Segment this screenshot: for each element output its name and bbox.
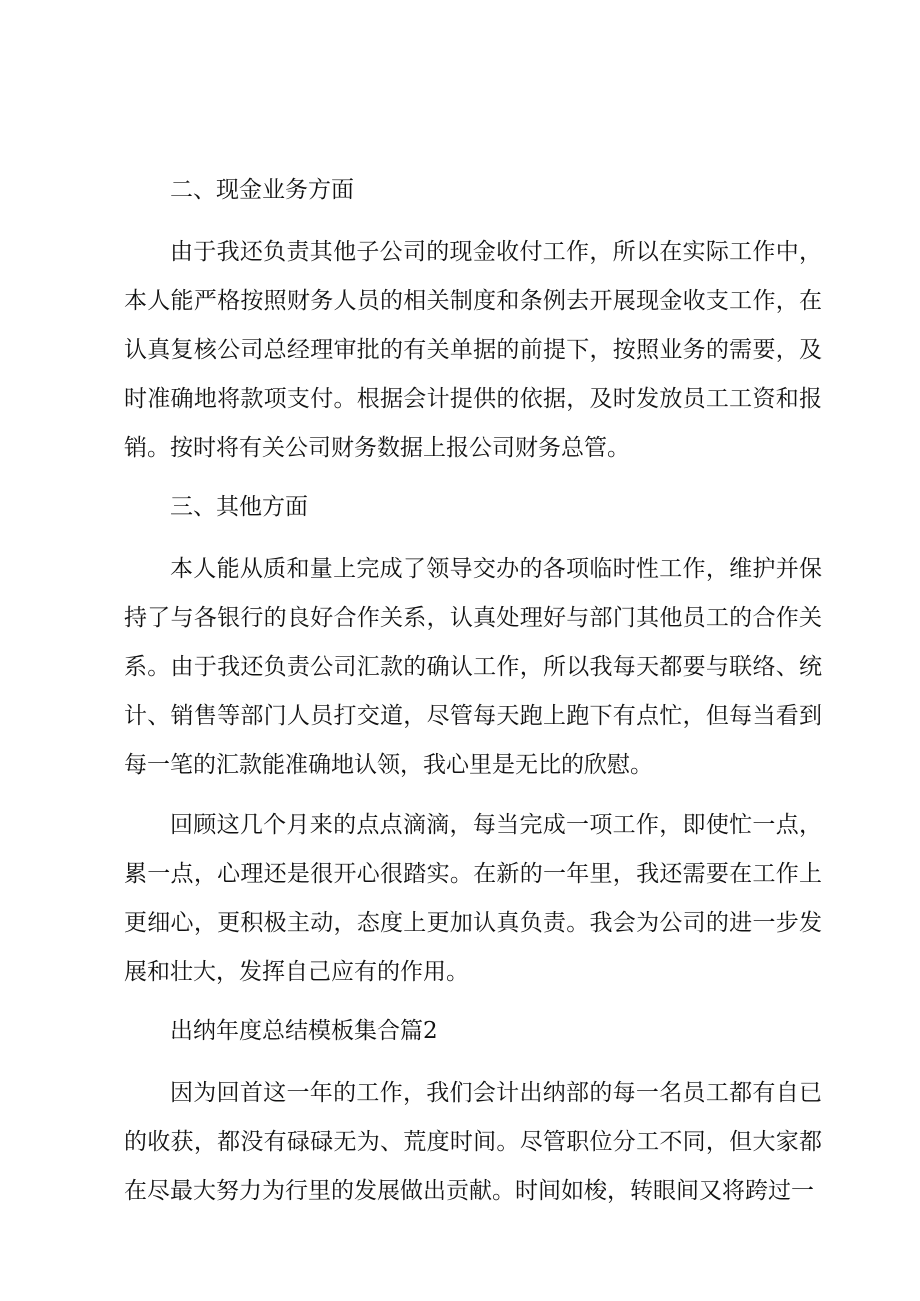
paragraph-part-2-intro: 因为回首这一年的工作，我们会计出纳部的每一名员工都有自已的收获，都没有碌碌无为、荒度时间。尽管职位分工不同，但大家都在尽最大努力为行里的发展做出贡献。时间如梭，转眼间又将跨过一 [124,1080,822,1204]
section-heading-other-aspects: 三、其他方面 [170,494,308,520]
paragraph-review: 回顾这几个月来的点点滴滴，每当完成一项工作，即使忙一点，累一点，心理还是很开心很踏实。在新的一年里，我还需要在工作上更细心，更积极主动，态度上更加认真负责。我会为公司的进一步发展和壮大，发挥自己应有的作用。 [124,812,822,985]
section-heading-cash-business: 二、现金业务方面 [170,177,354,203]
paragraph-cash-business: 由于我还负责其他子公司的现金收付工作，所以在实际工作中，本人能严格按照财务人员的相关制度和条例去开展现金收支工作，在认真复核公司总经理审批的有关单据的前提下，按照业务的需要，及时准确地将款项支付。根据会计提供的依据，及时发放员工工资和报销。按时将有关公司财务数据上报公司财务总管。 [124,239,822,461]
article-title-part-2: 出纳年度总结模板集合篇2 [170,1018,438,1044]
paragraph-other-aspects: 本人能从质和量上完成了领导交办的各项临时性工作，维护并保持了与各银行的良好合作关系，认真处理好与部门其他员工的合作关系。由于我还负责公司汇款的确认工作，所以我每天都要与联络、统计、销售等部门人员打交道，尽管每天跑上跑下有点忙，但每当看到每一笔的汇款能准确地认领，我心里是无比的欣慰。 [124,556,822,778]
document-body [124,170,822,1227]
